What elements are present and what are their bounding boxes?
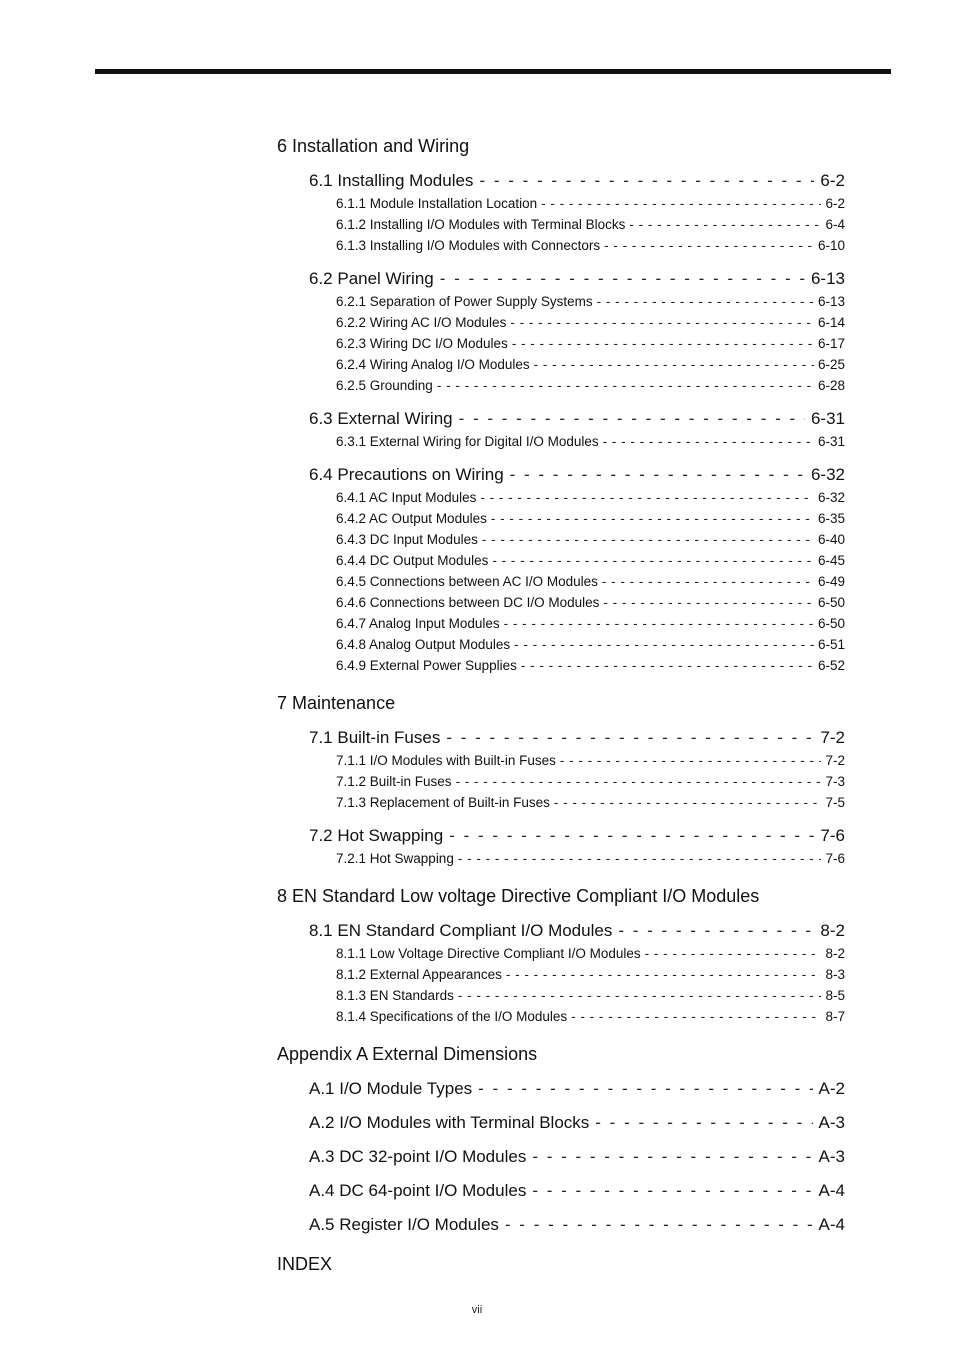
page-ref: 7-6 bbox=[825, 851, 845, 866]
toc-subsection[interactable] bbox=[336, 508, 845, 529]
leader-dots bbox=[456, 771, 822, 792]
chapter-title: 6 Installation and Wiring bbox=[277, 136, 470, 156]
page-ref: 6-52 bbox=[817, 658, 845, 673]
toc-subsection[interactable] bbox=[336, 193, 845, 214]
leader-dots bbox=[595, 1110, 812, 1135]
section-label: 6.2 Panel Wiring bbox=[309, 269, 434, 288]
section-label: A.4 DC 64-point I/O Modules bbox=[309, 1181, 527, 1200]
toc-section[interactable] bbox=[309, 823, 845, 848]
toc-subsection[interactable] bbox=[336, 333, 845, 354]
toc-section[interactable] bbox=[309, 918, 845, 943]
table-of-contents bbox=[277, 133, 845, 1277]
subsection-label: 6.4.9 External Power Supplies bbox=[336, 658, 517, 673]
subsection-label: 6.4.5 Connections between AC I/O Modules bbox=[336, 574, 598, 589]
top-rule bbox=[95, 69, 891, 74]
page-ref: 8-2 bbox=[820, 921, 845, 940]
subsection-label: 6.1.3 Installing I/O Modules with Connectors bbox=[336, 238, 601, 253]
section-label: A.1 I/O Module Types bbox=[309, 1079, 473, 1098]
subsection-label: 7.1.3 Replacement of Built-in Fuses bbox=[336, 795, 550, 810]
leader-dots bbox=[440, 266, 805, 291]
page-ref: 6-32 bbox=[810, 465, 845, 484]
toc-appendix-entry[interactable] bbox=[309, 1178, 845, 1203]
leader-dots bbox=[480, 487, 814, 508]
toc-appendix-entry[interactable] bbox=[309, 1144, 845, 1169]
page-ref: 6-13 bbox=[810, 269, 845, 288]
section-label: A.5 Register I/O Modules bbox=[309, 1215, 499, 1234]
page-ref: 6-2 bbox=[820, 171, 845, 190]
subsection-label: 7.1.2 Built-in Fuses bbox=[336, 774, 452, 789]
page-ref: 6-31 bbox=[817, 434, 845, 449]
chapter-title: Appendix A External Dimensions bbox=[277, 1044, 538, 1064]
leader-dots bbox=[491, 508, 814, 529]
subsection-label: 6.2.1 Separation of Power Supply Systems bbox=[336, 294, 593, 309]
page-ref: 6-50 bbox=[817, 616, 845, 631]
page-ref: 6-13 bbox=[817, 294, 845, 309]
leader-dots bbox=[554, 792, 822, 813]
toc-subsection[interactable] bbox=[336, 750, 845, 771]
page-ref: 8-5 bbox=[825, 988, 845, 1003]
page-ref: 7-6 bbox=[820, 826, 845, 845]
leader-dots bbox=[479, 168, 814, 193]
toc-subsection[interactable] bbox=[336, 487, 845, 508]
section-label: 6.1 Installing Modules bbox=[309, 171, 474, 190]
section-label: A.2 I/O Modules with Terminal Blocks bbox=[309, 1113, 590, 1132]
leader-dots bbox=[541, 193, 821, 214]
subsection-label: 8.1.4 Specifications of the I/O Modules bbox=[336, 1009, 568, 1024]
toc-subsection[interactable] bbox=[336, 235, 845, 256]
toc-subsection[interactable] bbox=[336, 375, 845, 396]
section-label: A.3 DC 32-point I/O Modules bbox=[309, 1147, 527, 1166]
toc-subsection[interactable] bbox=[336, 964, 845, 985]
page-ref: 6-14 bbox=[817, 315, 845, 330]
leader-dots bbox=[514, 634, 814, 655]
index-title[interactable]: INDEX bbox=[277, 1254, 333, 1274]
page-ref: 6-51 bbox=[817, 637, 845, 652]
page-ref: 6-50 bbox=[817, 595, 845, 610]
leader-dots bbox=[512, 333, 814, 354]
subsection-label: 6.2.4 Wiring Analog I/O Modules bbox=[336, 357, 530, 372]
page-ref: 6-17 bbox=[817, 336, 845, 351]
subsection-label: 6.4.4 DC Output Modules bbox=[336, 553, 489, 568]
leader-dots bbox=[459, 406, 805, 431]
page-ref: A-2 bbox=[818, 1079, 845, 1098]
toc-subsection[interactable] bbox=[336, 312, 845, 333]
leader-dots bbox=[510, 312, 814, 333]
leader-dots bbox=[510, 462, 805, 487]
leader-dots bbox=[597, 291, 814, 312]
toc-subsection[interactable] bbox=[336, 655, 845, 676]
leader-dots bbox=[604, 235, 814, 256]
page-ref: 8-3 bbox=[825, 967, 845, 982]
page-ref: 6-40 bbox=[817, 532, 845, 547]
toc-section[interactable] bbox=[309, 406, 845, 431]
toc-subsection[interactable] bbox=[336, 848, 845, 869]
section-label: 8.1 EN Standard Compliant I/O Modules bbox=[309, 921, 613, 940]
toc-subsection[interactable] bbox=[336, 985, 845, 1006]
leader-dots bbox=[532, 1178, 812, 1203]
subsection-label: 8.1.2 External Appearances bbox=[336, 967, 502, 982]
page-ref: 6-32 bbox=[817, 490, 845, 505]
page-ref: A-3 bbox=[818, 1113, 845, 1132]
leader-dots bbox=[629, 214, 821, 235]
toc-appendix-entry[interactable] bbox=[309, 1212, 845, 1237]
subsection-label: 6.1.2 Installing I/O Modules with Terminal Blocks bbox=[336, 217, 626, 232]
leader-dots bbox=[504, 613, 814, 634]
toc-section[interactable] bbox=[309, 462, 845, 487]
leader-dots bbox=[560, 750, 822, 771]
subsection-label: 6.4.1 AC Input Modules bbox=[336, 490, 477, 505]
section-label: 7.1 Built-in Fuses bbox=[309, 728, 441, 747]
toc-subsection[interactable] bbox=[336, 792, 845, 813]
toc-subsection[interactable] bbox=[336, 634, 845, 655]
subsection-label: 8.1.3 EN Standards bbox=[336, 988, 454, 1003]
leader-dots bbox=[603, 431, 814, 452]
subsection-label: 6.4.8 Analog Output Modules bbox=[336, 637, 511, 652]
leader-dots bbox=[506, 964, 822, 985]
toc-subsection[interactable] bbox=[336, 1006, 845, 1027]
leader-dots bbox=[603, 592, 814, 613]
toc-section[interactable] bbox=[309, 725, 845, 750]
toc-subsection[interactable] bbox=[336, 943, 845, 964]
subsection-label: 6.4.6 Connections between DC I/O Modules bbox=[336, 595, 600, 610]
page-ref: 7-5 bbox=[825, 795, 845, 810]
toc-appendix-entry[interactable] bbox=[309, 1110, 845, 1135]
toc-subsection[interactable] bbox=[336, 592, 845, 613]
page-ref: 6-25 bbox=[817, 357, 845, 372]
page-ref: A-4 bbox=[818, 1181, 845, 1200]
subsection-label: 6.4.7 Analog Input Modules bbox=[336, 616, 500, 631]
leader-dots bbox=[505, 1212, 813, 1237]
leader-dots bbox=[492, 550, 814, 571]
subsection-label: 6.1.1 Module Installation Location bbox=[336, 196, 538, 211]
toc-subsection[interactable] bbox=[336, 529, 845, 550]
leader-dots bbox=[645, 943, 822, 964]
toc-subsection[interactable] bbox=[336, 354, 845, 375]
subsection-label: 6.2.2 Wiring AC I/O Modules bbox=[336, 315, 507, 330]
leader-dots bbox=[478, 1076, 812, 1101]
page-ref: A-4 bbox=[818, 1215, 845, 1234]
chapter-title: 8 EN Standard Low voltage Directive Compliant I/O Modules bbox=[277, 886, 760, 906]
toc-subsection[interactable] bbox=[336, 613, 845, 634]
toc-subsection[interactable] bbox=[336, 291, 845, 312]
leader-dots bbox=[482, 529, 814, 550]
leader-dots bbox=[532, 1144, 812, 1169]
toc-section[interactable] bbox=[309, 266, 845, 291]
subsection-label: 6.3.1 External Wiring for Digital I/O Modules bbox=[336, 434, 599, 449]
leader-dots bbox=[458, 848, 822, 869]
page-ref: 6-4 bbox=[825, 217, 845, 232]
page-ref: A-3 bbox=[818, 1147, 845, 1166]
page-ref: 8-7 bbox=[825, 1009, 845, 1024]
leader-dots bbox=[437, 375, 814, 396]
page-ref: 7-3 bbox=[825, 774, 845, 789]
subsection-label: 6.2.3 Wiring DC I/O Modules bbox=[336, 336, 508, 351]
page-ref: 6-28 bbox=[817, 378, 845, 393]
page-ref: 6-35 bbox=[817, 511, 845, 526]
subsection-label: 6.4.2 AC Output Modules bbox=[336, 511, 487, 526]
subsection-label: 6.2.5 Grounding bbox=[336, 378, 433, 393]
page-ref: 6-10 bbox=[817, 238, 845, 253]
page-ref: 8-2 bbox=[825, 946, 845, 961]
subsection-label: 7.2.1 Hot Swapping bbox=[336, 851, 454, 866]
page-ref: 6-2 bbox=[825, 196, 845, 211]
toc-appendix-entry[interactable] bbox=[309, 1076, 845, 1101]
section-label: 6.3 External Wiring bbox=[309, 409, 453, 428]
page-ref: 6-31 bbox=[810, 409, 845, 428]
page-ref: 7-2 bbox=[820, 728, 845, 747]
toc-section[interactable] bbox=[309, 168, 845, 193]
section-label: 7.2 Hot Swapping bbox=[309, 826, 444, 845]
chapter-title: 7 Maintenance bbox=[277, 693, 396, 713]
toc-subsection[interactable] bbox=[336, 214, 845, 235]
toc-subsection[interactable] bbox=[336, 771, 845, 792]
subsection-label: 7.1.1 I/O Modules with Built-in Fuses bbox=[336, 753, 556, 768]
leader-dots bbox=[602, 571, 814, 592]
leader-dots bbox=[571, 1006, 821, 1027]
leader-dots bbox=[458, 985, 822, 1006]
toc-subsection[interactable] bbox=[336, 550, 845, 571]
page-ref: 6-45 bbox=[817, 553, 845, 568]
leader-dots bbox=[449, 823, 814, 848]
page-ref: 6-49 bbox=[817, 574, 845, 589]
page-number: vii bbox=[471, 1304, 483, 1316]
subsection-label: 6.4.3 DC Input Modules bbox=[336, 532, 478, 547]
toc-subsection[interactable] bbox=[336, 431, 845, 452]
leader-dots bbox=[446, 725, 814, 750]
leader-dots bbox=[521, 655, 814, 676]
leader-dots bbox=[618, 918, 814, 943]
leader-dots bbox=[534, 354, 814, 375]
page-ref: 7-2 bbox=[825, 753, 845, 768]
subsection-label: 8.1.1 Low Voltage Directive Compliant I/O Modules bbox=[336, 946, 641, 961]
section-label: 6.4 Precautions on Wiring bbox=[309, 465, 504, 484]
toc-subsection[interactable] bbox=[336, 571, 845, 592]
